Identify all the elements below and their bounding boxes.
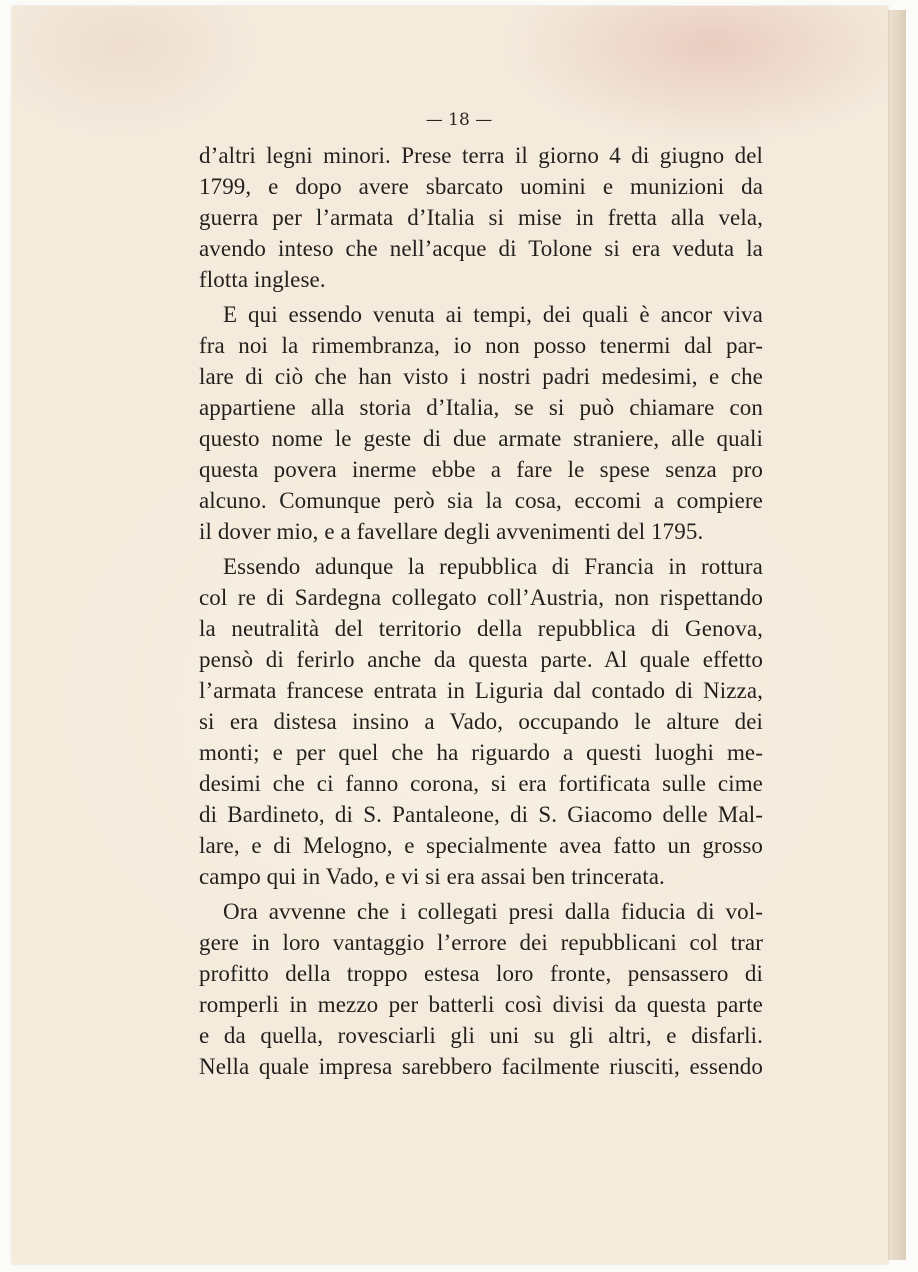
text-line: romperli in mezzo per batterli così divisi da questa parte bbox=[199, 992, 763, 1017]
text-line: di Bardineto, di S. Pantaleone, di S. Giacomo delle Mal- bbox=[199, 802, 763, 827]
text-line: col re di Sardegna collegato coll’Austria, non rispettando bbox=[199, 585, 763, 610]
text-line: pensò di ferirlo anche da questa parte. Al quale effetto bbox=[199, 647, 763, 672]
text-line: Nella quale impresa sarebbero facilmente riusciti, essendo bbox=[199, 1054, 763, 1079]
text-line: appartiene alla storia d’Italia, se si può chiamare con bbox=[199, 395, 763, 420]
paragraph bbox=[199, 551, 763, 892]
text-line: desimi che ci fanno corona, si era fortificata sulle cime bbox=[199, 771, 763, 796]
text-line: e da quella, rovesciarli gli uni su gli altri, e disfarli. bbox=[199, 1023, 763, 1048]
text-line: Ora avvenne che i collegati presi dalla fiducia di vol- bbox=[223, 899, 763, 924]
page-number: — 18 — bbox=[425, 110, 493, 130]
text-line: fra noi la rimembranza, io non posso tenermi dal par- bbox=[199, 333, 763, 358]
text-line: campo qui in Vado, e vi si era assai ben trincerata. bbox=[199, 864, 665, 889]
paragraph bbox=[199, 140, 763, 295]
paragraph bbox=[199, 896, 763, 1082]
text-line: l’armata francese entrata in Liguria dal contado di Nizza, bbox=[199, 678, 763, 703]
text-line: avendo inteso che nell’acque di Tolone si era veduta la bbox=[199, 236, 763, 261]
text-line: profitto della troppo estesa loro fronte, pensassero di bbox=[199, 961, 763, 986]
text-line: lare, e di Melogno, e specialmente avea fatto un grosso bbox=[199, 833, 763, 858]
text-line: 1799, e dopo avere sbarcato uomini e munizioni da bbox=[199, 174, 763, 199]
text-line: flotta inglese. bbox=[199, 267, 326, 292]
text-line: gere in loro vantaggio l’errore dei repubblicani col trar bbox=[199, 930, 763, 955]
text-line: E qui essendo venuta ai tempi, dei quali è ancor viva bbox=[223, 302, 763, 327]
body-text bbox=[199, 140, 763, 1082]
text-line: alcuno. Comunque però sia la cosa, eccomi a compiere bbox=[199, 488, 763, 513]
text-line: monti; e per quel che ha riguardo a questi luoghi me- bbox=[199, 740, 763, 765]
text-line: il dover mio, e a favellare degli avvenimenti del 1795. bbox=[199, 519, 704, 544]
text-line: guerra per l’armata d’Italia si mise in fretta alla vela, bbox=[199, 205, 763, 230]
text-line: lare di ciò che han visto i nostri padri medesimi, e che bbox=[199, 364, 763, 389]
text-line: la neutralità del territorio della repubblica di Genova, bbox=[199, 616, 763, 641]
text-line: questo nome le geste di due armate straniere, alle quali bbox=[199, 426, 763, 451]
text-line: d’altri legni minori. Prese terra il giorno 4 di giugno del bbox=[199, 143, 763, 168]
text-line: si era distesa insino a Vado, occupando le alture dei bbox=[199, 709, 763, 734]
paragraph bbox=[199, 299, 763, 547]
text-line: Essendo adunque la repubblica di Francia in rottura bbox=[223, 554, 763, 579]
text-line: questa povera inerme ebbe a fare le spese senza pro bbox=[199, 457, 763, 482]
